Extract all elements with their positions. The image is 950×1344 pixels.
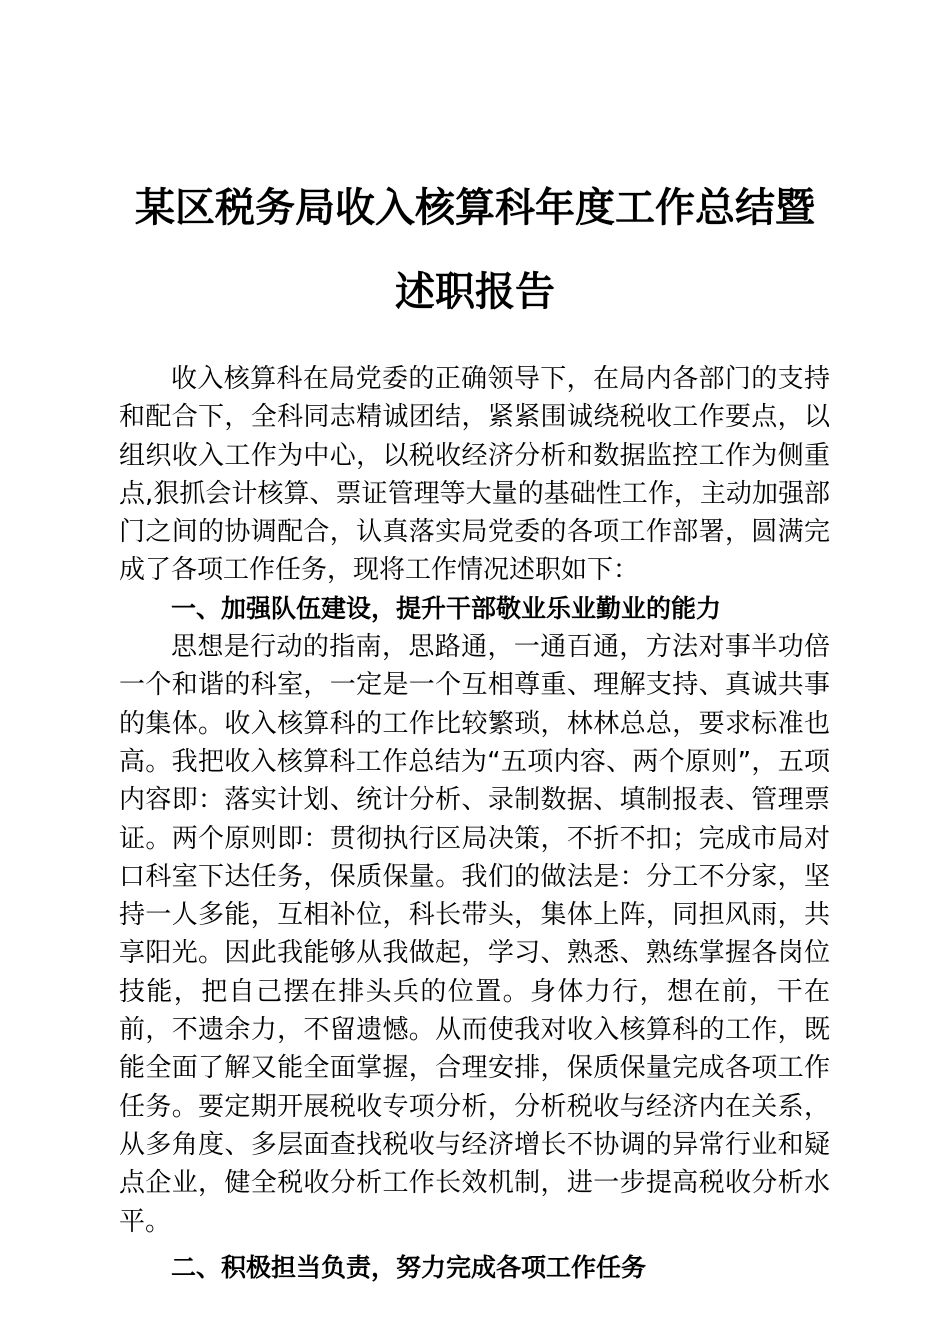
intro-paragraph: 收入核算科在局党委的正确领导下，在局内各部门的支持和配合下，全科同志精诚团结，紧紧围诚绕税收工作要点，以组织收入工作为中心，以税收经济分析和数据监控工作为侧重点,狠抓会计核算、票证管理等大量的基础性工作，主动加强部门之间的协调配合，认真落实局党委的各项工作部署，圆满完成了各项工作任务，现将工作情况述职如下： bbox=[119, 364, 830, 586]
document-title: 某区税务局收入核算科年度工作总结暨述职报告 bbox=[135, 184, 815, 315]
section-heading-2: 二、积极担当负责，努力完成各项工作任务 bbox=[171, 1252, 647, 1282]
document-body bbox=[119, 360, 830, 1287]
section-heading-1: 一、加强队伍建设，提升干部敬业乐业勤业的能力 bbox=[171, 593, 722, 623]
section-1-paragraph: 思想是行动的指南，思路通，一通百通，方法对事半功倍一个和谐的科室，一定是一个互相尊重、理解支持、真诚共事的集体。收入核算科的工作比较繁琐，林林总总，要求标准也高。我把收入核算科工作总结为“五项内容、两个原则”，五项内容即：落实计划、统计分析、录制数据、填制报表、管理票证。两个原则即：贯彻执行区局决策，不折不扣；完成市局对口科室下达任务，保质保量。我们的做法是：分工不分家，坚持一人多能，互相补位，科长带头，集体上阵，同担风雨，共享阳光。因此我能够从我做起，学习、熟悉、熟练掌握各岗位技能，把自己摆在排头兵的位置。身体力行，想在前，干在前，不遗余力，不留遗憾。从而使我对收入核算科的工作，既能全面了解又能全面掌握，合理安排，保质保量完成各项工作任务。要定期开展税收专项分析，分析税收与经济内在关系，从多角度、多层面查找税收与经济增长不协调的异常行业和疑点企业，健全税收分析工作长效机制，进一步提高税收分析水平。 bbox=[119, 632, 830, 1237]
